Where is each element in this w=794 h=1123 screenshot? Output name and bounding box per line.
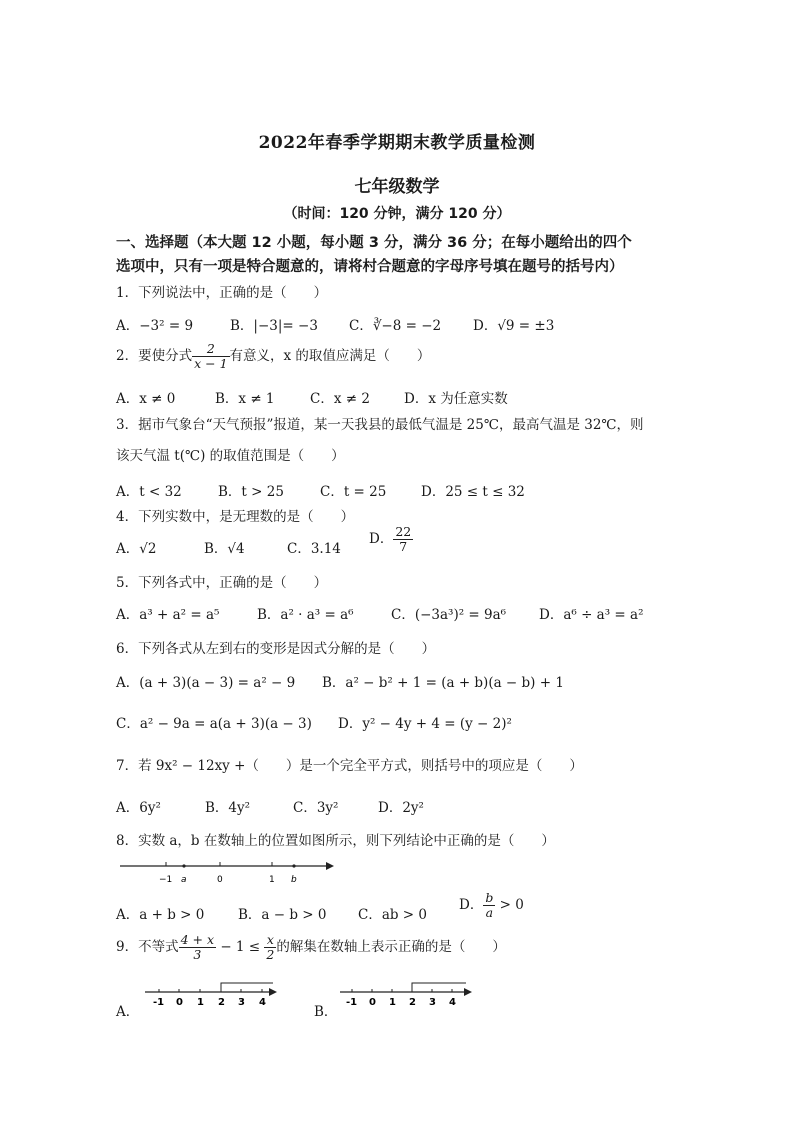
subject-title: 七年级数学 [354, 177, 440, 197]
q9b-tick-label-1: 1 [389, 997, 396, 1008]
q6-stem: 6．下列各式从左到右的变形是因式分解的是（ ） [116, 641, 436, 657]
q8-number-line [116, 858, 336, 888]
q8-option-d-den: a [485, 904, 494, 920]
q8-option-b: B．a − b > 0 [238, 907, 327, 923]
q6-option-d: D．y² − 4y + 4 = (y − 2)² [338, 716, 512, 732]
q1-option-b: B．|−3|= −3 [230, 318, 318, 334]
q9b-tick-label-0: 0 [369, 997, 376, 1008]
q8-point-b [292, 864, 295, 867]
q8-option-d-label: D． [459, 896, 484, 913]
q2-stem-suffix: 有意义，x 的取值应满足（ ） [229, 347, 431, 364]
q2-option-c: C．x ≠ 2 [310, 391, 370, 407]
q8-point-a [182, 864, 185, 867]
q4-option-d-num: 22 [395, 524, 412, 539]
q2-stem [116, 342, 430, 371]
q9a-tick-label-1: 1 [197, 997, 204, 1008]
q8-option-d-rest: > 0 [499, 896, 524, 913]
q4-option-d-label: D． [369, 530, 394, 547]
q9a-tick-label-neg1: -1 [153, 997, 165, 1008]
q2-option-a: A．x ≠ 0 [116, 391, 176, 407]
q9a-tick-label-3: 3 [238, 997, 245, 1008]
q3-option-c: C．t = 25 [320, 484, 387, 500]
q9b-tick-label-4: 4 [449, 997, 456, 1008]
section-heading-line2: 选项中，只有一项是特合题意的，请将村合题意的字母序号填在题号的括号内） [116, 259, 624, 275]
exam-title: 2022年春季学期期末教学质量检测 [258, 133, 536, 153]
q3-option-d: D．25 ≤ t ≤ 32 [421, 484, 525, 500]
q4-option-d-den: 7 [399, 538, 408, 554]
q4-option-d-fraction [393, 525, 413, 554]
q8-option-d [459, 891, 524, 920]
q2-option-d: D．x 为任意实数 [404, 391, 508, 407]
q8-label-1: 1 [269, 875, 275, 885]
q5-option-d: D．a⁶ ÷ a³ = a² [539, 607, 644, 623]
q7-stem: 7．若 9x² − 12xy +（ ）是一个完全平方式，则括号中的项应是（ ） [116, 758, 583, 774]
q5-stem: 5．下列各式中，正确的是（ ） [116, 575, 328, 591]
q1-option-d: D．√9 = ±3 [473, 318, 555, 334]
q8-label-0: 0 [217, 875, 223, 885]
q8-stem: 8．实数 a，b 在数轴上的位置如图所示，则下列结论中正确的是（ ） [116, 833, 555, 849]
q9-frac2-den: 2 [266, 946, 275, 962]
q9-option-b-label: B． [314, 1004, 338, 1020]
q7-option-d: D．2y² [378, 800, 424, 816]
q8-label-b: b [291, 875, 297, 885]
q9a-axis-arrow [269, 988, 277, 996]
q2-fraction [192, 342, 229, 371]
q6-option-c: C．a² − 9a = a(a + 3)(a − 3) [116, 716, 312, 732]
q4-option-c: C．3.14 [287, 541, 341, 557]
q3-stem-line1: 3．据市气象台“天气预报”报道，某一天我县的最低气温是 25℃，最高气温是 32℃，则 [116, 417, 644, 433]
q9-frac1-den: 3 [193, 946, 202, 962]
q9b-solution-ray [412, 983, 466, 992]
q3-option-b: B．t > 25 [218, 484, 284, 500]
q3-stem-line2: 该天气温 t(℃) 的取值范围是（ ） [116, 448, 345, 464]
q8-option-d-fraction [483, 891, 495, 920]
q8-label-neg1: −1 [159, 875, 173, 885]
q1-option-c: C．∛−8 = −2 [349, 318, 442, 334]
q2-option-b: B．x ≠ 1 [215, 391, 275, 407]
q8-axis-arrow [326, 862, 334, 870]
q9-option-b-number-line [338, 978, 473, 1010]
q9b-tick-label-3: 3 [429, 997, 436, 1008]
q9-frac1-num: 4 + x [180, 932, 215, 947]
q4-option-b: B．√4 [204, 541, 245, 557]
q2-stem-prefix: 2．要使分式 [116, 347, 193, 364]
q7-option-a: A．6y² [116, 800, 161, 816]
q6-option-a: A．(a + 3)(a − 3) = a² − 9 [116, 675, 296, 691]
q1-stem: 1．下列说法中，正确的是（ ） [116, 285, 328, 301]
q7-option-b: B．4y² [205, 800, 251, 816]
q4-option-a: A．√2 [116, 541, 157, 557]
section-heading-line1: 一、选择题（本大题 12 小题，每小题 3 分，满分 36 分；在每小题给出的四个 [116, 235, 632, 251]
q9-stem-suffix: 的解集在数轴上表示正确的是（ ） [276, 938, 506, 955]
q9a-tick-label-0: 0 [176, 997, 183, 1008]
q1-option-a: A．−3² = 9 [116, 318, 194, 334]
q8-label-a: a [181, 875, 187, 885]
q9a-solution-ray [221, 983, 273, 992]
q9b-tick-label-2: 2 [409, 997, 416, 1008]
q9-mid: − 1 ≤ [220, 938, 261, 955]
q9b-tick-label-neg1: -1 [346, 997, 358, 1008]
q5-option-a: A．a³ + a² = a⁵ [116, 607, 220, 623]
q8-option-a: A．a + b > 0 [116, 907, 205, 923]
q9-stem-prefix: 9．不等式 [116, 938, 179, 955]
q2-frac-den: x − 1 [194, 355, 228, 371]
q5-option-c: C．(−3a³)² = 9a⁶ [391, 607, 507, 623]
q9-option-a-label: A． [116, 1004, 140, 1020]
q9a-tick-label-4: 4 [259, 997, 266, 1008]
q9-fraction-right [264, 933, 276, 962]
q4-stem: 4．下列实数中，是无理数的是（ ） [116, 509, 355, 525]
q6-option-b: B．a² − b² + 1 = (a + b)(a − b) + 1 [322, 675, 564, 691]
q9-stem [116, 933, 506, 962]
q9a-tick-label-2: 2 [218, 997, 225, 1008]
time-info: （时间：120 分钟，满分 120 分） [283, 206, 511, 222]
q2-frac-num: 2 [192, 342, 229, 357]
q9-fraction-left [179, 933, 216, 962]
q7-option-c: C．3y² [293, 800, 339, 816]
q8-option-d-num: b [485, 890, 494, 905]
q4-option-d [369, 525, 413, 554]
q8-option-c: C．ab > 0 [358, 907, 428, 923]
q5-option-b: B．a² · a³ = a⁶ [257, 607, 354, 623]
q9-frac2-num: x [264, 933, 276, 948]
q9-option-a-number-line [143, 978, 278, 1010]
q3-option-a: A．t < 32 [116, 484, 182, 500]
q9b-axis-arrow [464, 988, 472, 996]
